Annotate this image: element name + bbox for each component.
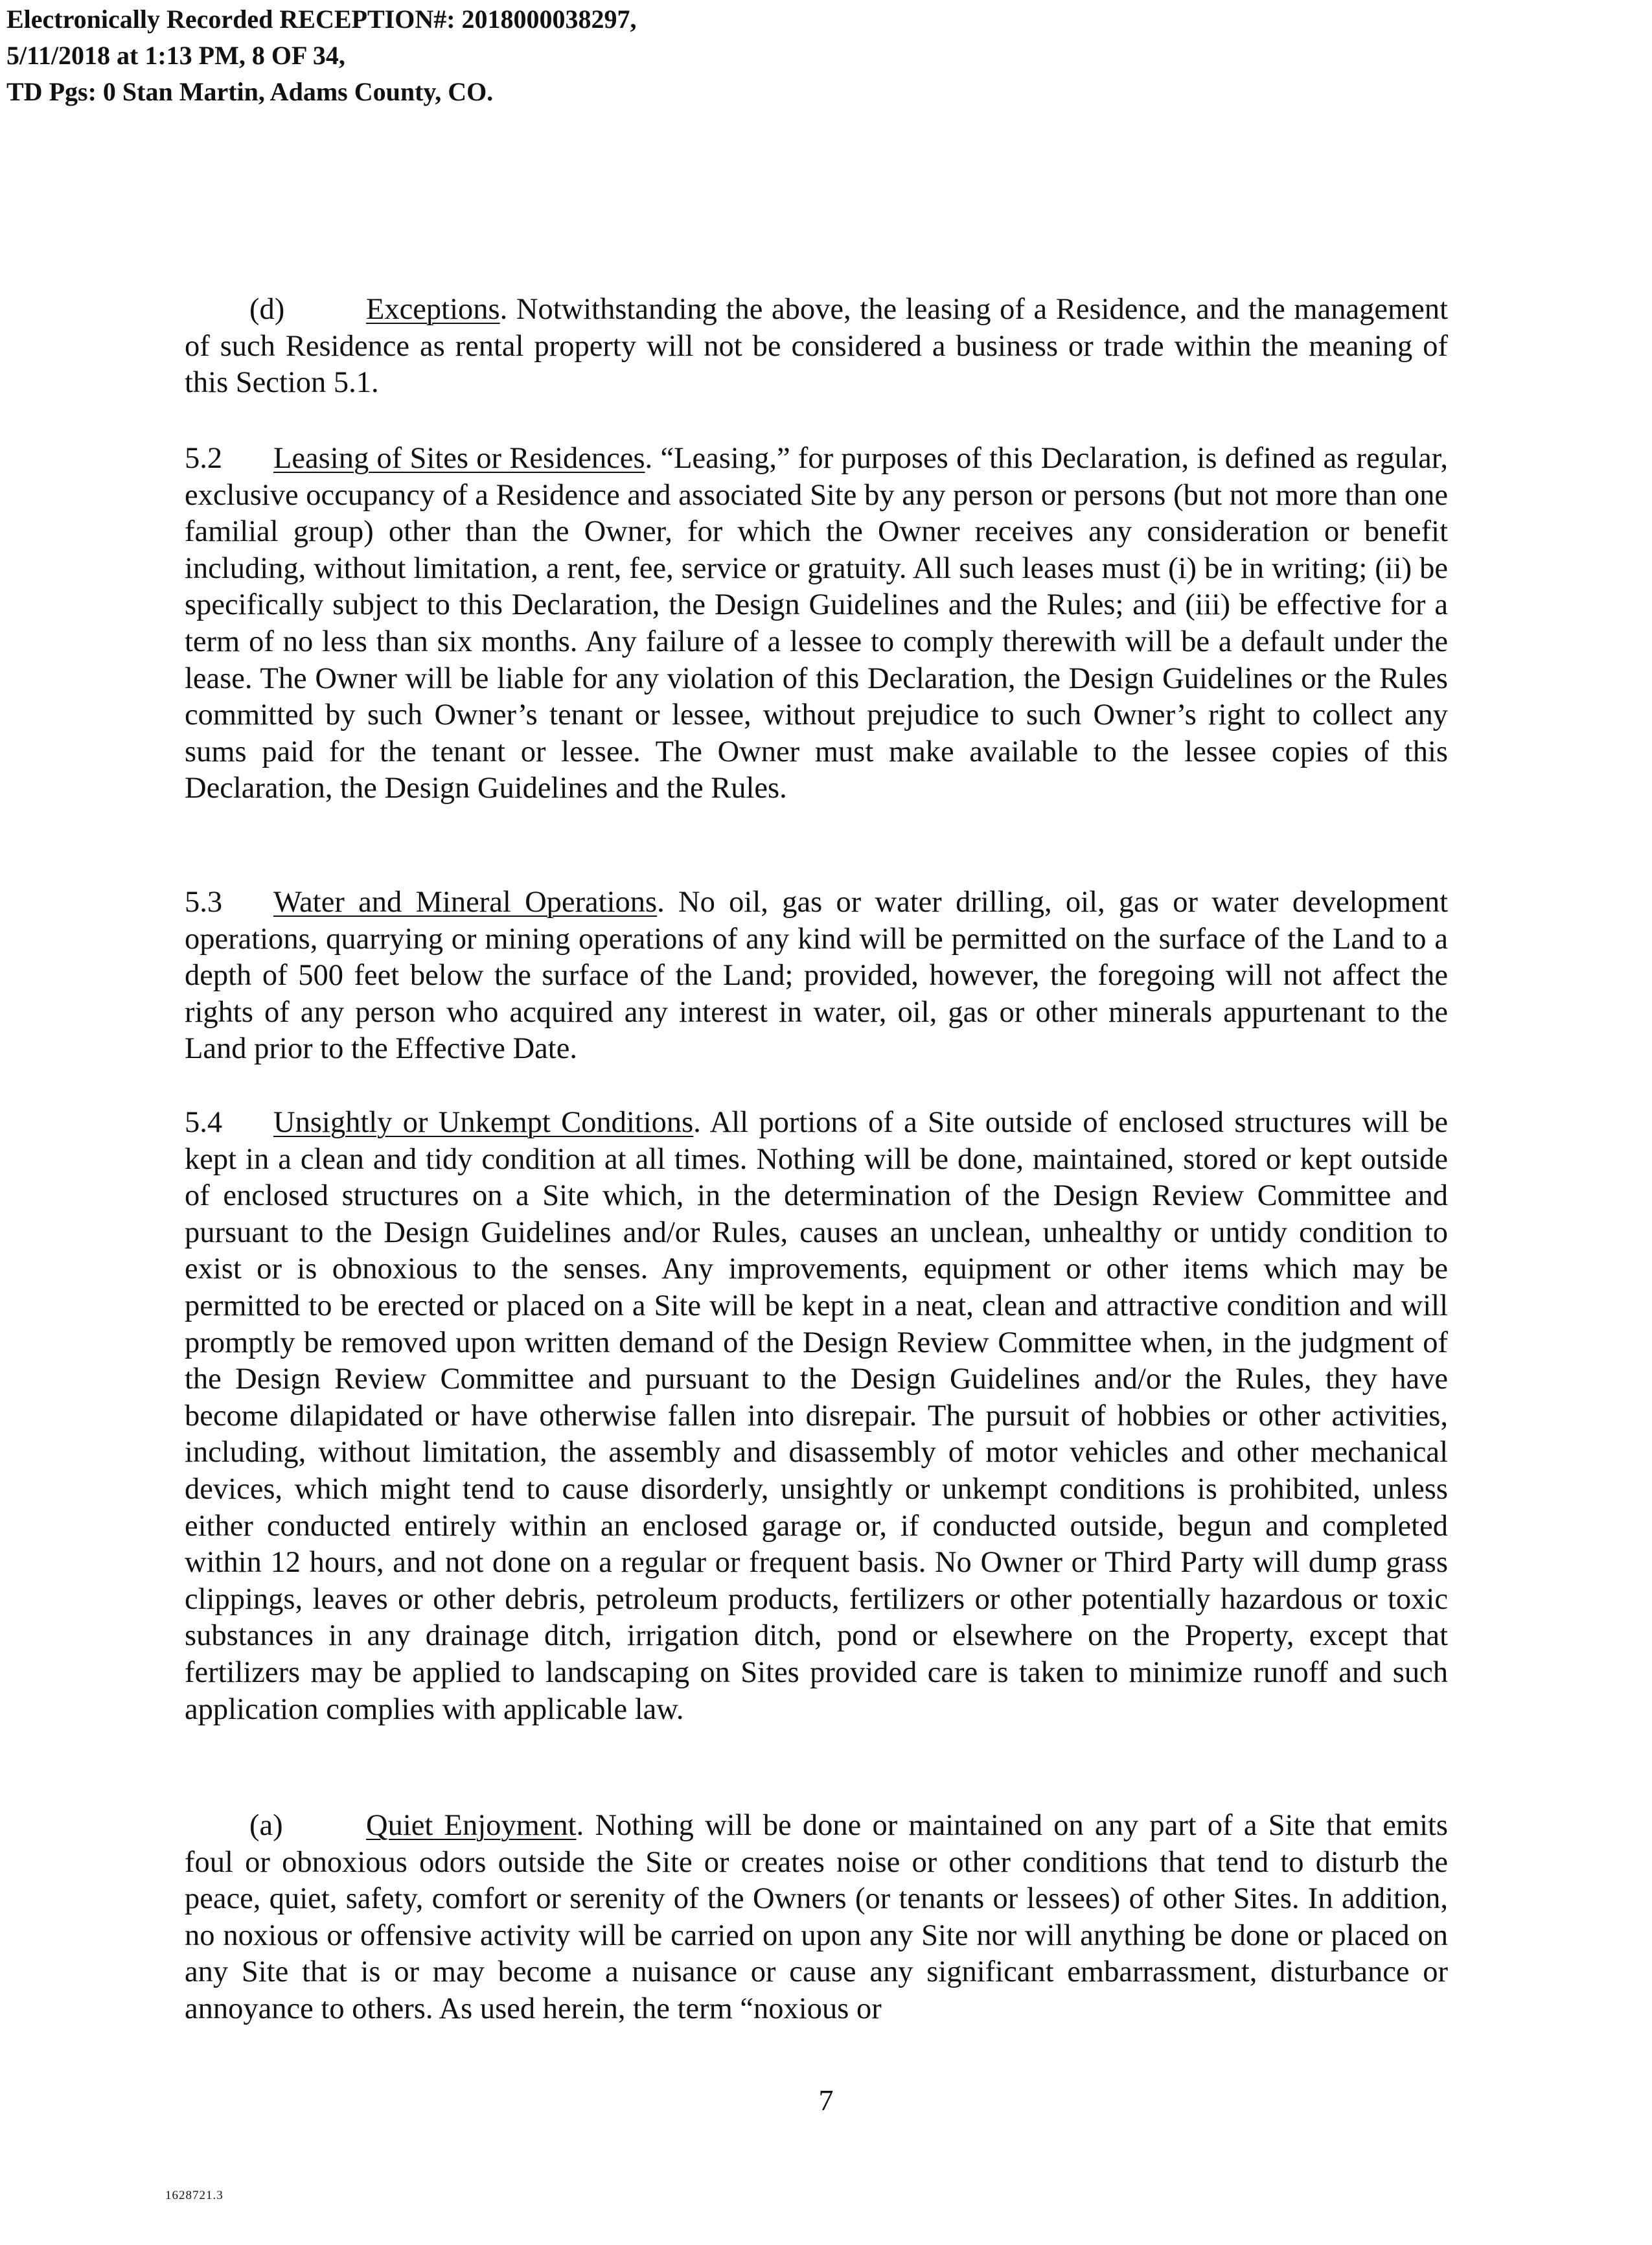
recording-stamp-line-3: TD Pgs: 0 Stan Martin, Adams County, CO. xyxy=(6,77,494,106)
paragraph-a-quiet-enjoyment xyxy=(185,1808,1448,2028)
recording-stamp xyxy=(6,1,637,110)
section-text: . “Leasing,” for purposes of this Declaration, is defined as regular, exclusive occupancy of a Residence and associated Site by any person or persons (but not more than one familial group) other than the Owner, for which the Owner receives any consideration or benefit including, without limitation, a rent, fee, service or gratuity. All such leases must (i) be in writing; (ii) be specifically subject to this Declaration, the Design Guidelines and the Rules; and (iii) be effective for a term of no less than six months. Any failure of a lessee to comply therewith will be a default under the lease. The Owner will be liable for any violation of this Declaration, the Design Guidelines or the Rules committed by such Owner’s tenant or lessee, without prejudice to such Owner’s right to collect any sums paid for the tenant or lessee. The Owner must make available to the lessee copies of this Declaration, the Design Guidelines and the Rules. xyxy=(185,442,1448,805)
recording-stamp-line-1: Electronically Recorded RECEPTION#: 2018000038297, xyxy=(6,5,637,34)
section-number: 5.2 xyxy=(185,442,223,475)
section-text: . No oil, gas or water drilling, oil, gas or water development operations, quarrying or mining operations of any kind will be permitted on the surface of the Land to a depth of 500 feet below the surface of the Land; provided, however, the foregoing will not affect the rights of any person who acquired any interest in water, oil, gas or other minerals appurtenant to the Land prior to the Effective Date. xyxy=(185,886,1448,1066)
page-number: 7 xyxy=(818,2084,834,2117)
paragraph-number: (a) xyxy=(249,1809,283,1842)
recording-stamp-line-2: 5/11/2018 at 1:13 PM, 8 OF 34, xyxy=(6,41,345,70)
section-5-2-leasing xyxy=(185,441,1448,807)
paragraph-text: . Notwithstanding the above, the leasing of a Residence, and the management of such Residence as rental property will not be considered a business or trade within the meaning of this Section 5.1. xyxy=(185,293,1448,400)
paragraph-heading: Exceptions xyxy=(366,293,500,326)
section-text: . All portions of a Site outside of enclosed structures will be kept in a clean and tidy condition at all times. Nothing will be done, maintained, stored or kept outside of enclosed structures on a Site which, in the determination of the Design Review Committee and pursuant to the Design Guidelines and/or Rules, causes an unclean, unhealthy or untidy condition to exist or is obnoxious to the senses. Any improvements, equipment or other items which may be permitted to be erected or placed on a Site will be kept in a neat, clean and attractive condition and will promptly be removed upon written demand of the Design Review Committee when, in the judgment of the Design Review Committee and pursuant to the Design Guidelines and/or the Rules, they have become dilapidated or have otherwise fallen into disrepair. The pursuit of hobbies or other activities, including, without limitation, the assembly and disassembly of motor vehicles and other mechanical devices, which might tend to cause disorderly, unsightly or unkempt conditions is prohibited, unless either conducted entirely within an enclosed garage or, if conducted outside, begun and completed within 12 hours, and not done on a regular or frequent basis. No Owner or Third Party will dump grass clippings, leaves or other debris, petroleum products, fertilizers or other potentially hazardous or toxic substances in any drainage ditch, irrigation ditch, pond or elsewhere on the Property, except that fertilizers may be applied to landscaping on Sites provided care is taken to minimize runoff and such application complies with applicable law. xyxy=(185,1106,1448,1726)
section-number: 5.4 xyxy=(185,1106,223,1139)
section-number: 5.3 xyxy=(185,886,223,919)
section-heading: Unsightly or Unkempt Conditions xyxy=(273,1106,694,1139)
paragraph-number: (d) xyxy=(249,293,285,326)
section-5-4-unsightly xyxy=(185,1105,1448,1728)
paragraph-d-exceptions xyxy=(185,292,1448,402)
section-5-3-water-mineral xyxy=(185,884,1448,1068)
paragraph-heading: Quiet Enjoyment xyxy=(366,1809,577,1842)
section-heading: Leasing of Sites or Residences xyxy=(273,442,645,475)
paragraph-text: . Nothing will be done or maintained on any part of a Site that emits foul or obnoxious odors outside the Site or creates noise or other conditions that tend to disturb the peace, quiet, safety, comfort or serenity of the Owners (or tenants or lessees) of other Sites. In addition, no noxious or offensive activity will be carried on upon any Site nor will anything be done or placed on any Site that is or may become a nuisance or cause any significant embarrassment, disturbance or annoyance to others. As used herein, the term “noxious or xyxy=(185,1809,1449,2025)
section-heading: Water and Mineral Operations xyxy=(273,886,658,919)
document-id: 1628721.3 xyxy=(165,2189,224,2202)
